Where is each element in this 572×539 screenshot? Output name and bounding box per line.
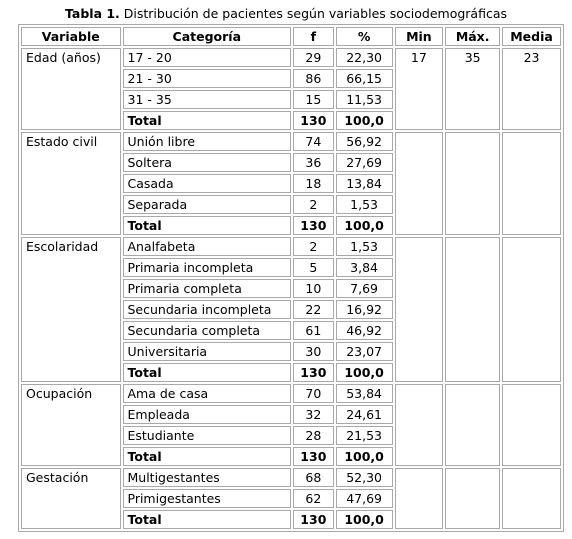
min-cell: 17 xyxy=(395,48,444,130)
category-cell: Empleada xyxy=(123,405,292,424)
frequency-cell: 130 xyxy=(293,216,334,235)
frequency-cell: 130 xyxy=(293,510,334,529)
media-cell xyxy=(502,237,561,382)
frequency-cell: 130 xyxy=(293,447,334,466)
percent-cell: 1,53 xyxy=(336,195,393,214)
frequency-cell: 86 xyxy=(293,69,334,88)
min-cell xyxy=(395,468,444,529)
table-row xyxy=(21,132,561,151)
frequency-cell: 15 xyxy=(293,90,334,109)
category-cell: Secundaria incompleta xyxy=(123,300,292,319)
percent-cell: 23,07 xyxy=(336,342,393,361)
percent-cell: 16,92 xyxy=(336,300,393,319)
category-cell: Unión libre xyxy=(123,132,292,151)
max-cell xyxy=(445,237,500,382)
max-cell xyxy=(445,132,500,235)
frequency-cell: 32 xyxy=(293,405,334,424)
min-cell xyxy=(395,384,444,466)
percent-cell: 53,84 xyxy=(336,384,393,403)
category-cell: Total xyxy=(123,111,292,130)
category-cell: Soltera xyxy=(123,153,292,172)
percent-cell: 100,0 xyxy=(336,111,393,130)
frequency-cell: 2 xyxy=(293,195,334,214)
sociodemographic-table xyxy=(18,24,564,532)
frequency-cell: 2 xyxy=(293,237,334,256)
percent-cell: 24,61 xyxy=(336,405,393,424)
max-cell xyxy=(445,384,500,466)
header-categoria: Categoría xyxy=(123,27,292,46)
frequency-cell: 28 xyxy=(293,426,334,445)
percent-cell: 56,92 xyxy=(336,132,393,151)
percent-cell: 66,15 xyxy=(336,69,393,88)
percent-cell: 46,92 xyxy=(336,321,393,340)
header-max: Máx. xyxy=(445,27,500,46)
category-cell: Separada xyxy=(123,195,292,214)
header-f: f xyxy=(293,27,334,46)
header-percent: % xyxy=(336,27,393,46)
percent-cell: 27,69 xyxy=(336,153,393,172)
variable-cell: Edad (años) xyxy=(21,48,121,130)
category-cell: 31 - 35 xyxy=(123,90,292,109)
header-min: Min xyxy=(395,27,444,46)
frequency-cell: 5 xyxy=(293,258,334,277)
variable-cell: Estado civil xyxy=(21,132,121,235)
percent-cell: 47,69 xyxy=(336,489,393,508)
min-cell xyxy=(395,132,444,235)
percent-cell: 100,0 xyxy=(336,447,393,466)
max-cell: 35 xyxy=(445,48,500,130)
category-cell: Primaria completa xyxy=(123,279,292,298)
table-body xyxy=(21,48,561,529)
table-row xyxy=(21,237,561,256)
frequency-cell: 18 xyxy=(293,174,334,193)
min-cell xyxy=(395,237,444,382)
frequency-cell: 10 xyxy=(293,279,334,298)
table-row xyxy=(21,48,561,67)
category-cell: Total xyxy=(123,510,292,529)
media-cell xyxy=(502,468,561,529)
table-caption-text: Distribución de pacientes según variables sociodemográficas xyxy=(119,6,508,21)
category-cell: Total xyxy=(123,447,292,466)
header-row xyxy=(21,27,561,46)
category-cell: Secundaria completa xyxy=(123,321,292,340)
category-cell: Primaria incompleta xyxy=(123,258,292,277)
header-media: Media xyxy=(502,27,561,46)
category-cell: Ama de casa xyxy=(123,384,292,403)
frequency-cell: 61 xyxy=(293,321,334,340)
frequency-cell: 29 xyxy=(293,48,334,67)
frequency-cell: 68 xyxy=(293,468,334,487)
percent-cell: 7,69 xyxy=(336,279,393,298)
category-cell: 21 - 30 xyxy=(123,69,292,88)
category-cell: Multigestantes xyxy=(123,468,292,487)
category-cell: 17 - 20 xyxy=(123,48,292,67)
percent-cell: 100,0 xyxy=(336,510,393,529)
header-variable: Variable xyxy=(21,27,121,46)
table-caption-label: Tabla 1. xyxy=(64,6,120,21)
frequency-cell: 30 xyxy=(293,342,334,361)
percent-cell: 22,30 xyxy=(336,48,393,67)
variable-cell: Gestación xyxy=(21,468,121,529)
variable-cell: Ocupación xyxy=(21,384,121,466)
category-cell: Total xyxy=(123,363,292,382)
category-cell: Estudiante xyxy=(123,426,292,445)
percent-cell: 21,53 xyxy=(336,426,393,445)
frequency-cell: 130 xyxy=(293,111,334,130)
category-cell: Total xyxy=(123,216,292,235)
category-cell: Universitaria xyxy=(123,342,292,361)
frequency-cell: 130 xyxy=(293,363,334,382)
frequency-cell: 70 xyxy=(293,384,334,403)
table-row xyxy=(21,468,561,487)
frequency-cell: 36 xyxy=(293,153,334,172)
frequency-cell: 74 xyxy=(293,132,334,151)
table-row xyxy=(21,384,561,403)
percent-cell: 11,53 xyxy=(336,90,393,109)
percent-cell: 100,0 xyxy=(336,363,393,382)
percent-cell: 52,30 xyxy=(336,468,393,487)
variable-cell: Escolaridad xyxy=(21,237,121,382)
frequency-cell: 22 xyxy=(293,300,334,319)
percent-cell: 13,84 xyxy=(336,174,393,193)
category-cell: Casada xyxy=(123,174,292,193)
media-cell: 23 xyxy=(502,48,561,130)
category-cell: Primigestantes xyxy=(123,489,292,508)
category-cell: Analfabeta xyxy=(123,237,292,256)
frequency-cell: 62 xyxy=(293,489,334,508)
media-cell xyxy=(502,132,561,235)
max-cell xyxy=(445,468,500,529)
percent-cell: 1,53 xyxy=(336,237,393,256)
table-caption xyxy=(0,6,572,22)
media-cell xyxy=(502,384,561,466)
percent-cell: 100,0 xyxy=(336,216,393,235)
percent-cell: 3,84 xyxy=(336,258,393,277)
